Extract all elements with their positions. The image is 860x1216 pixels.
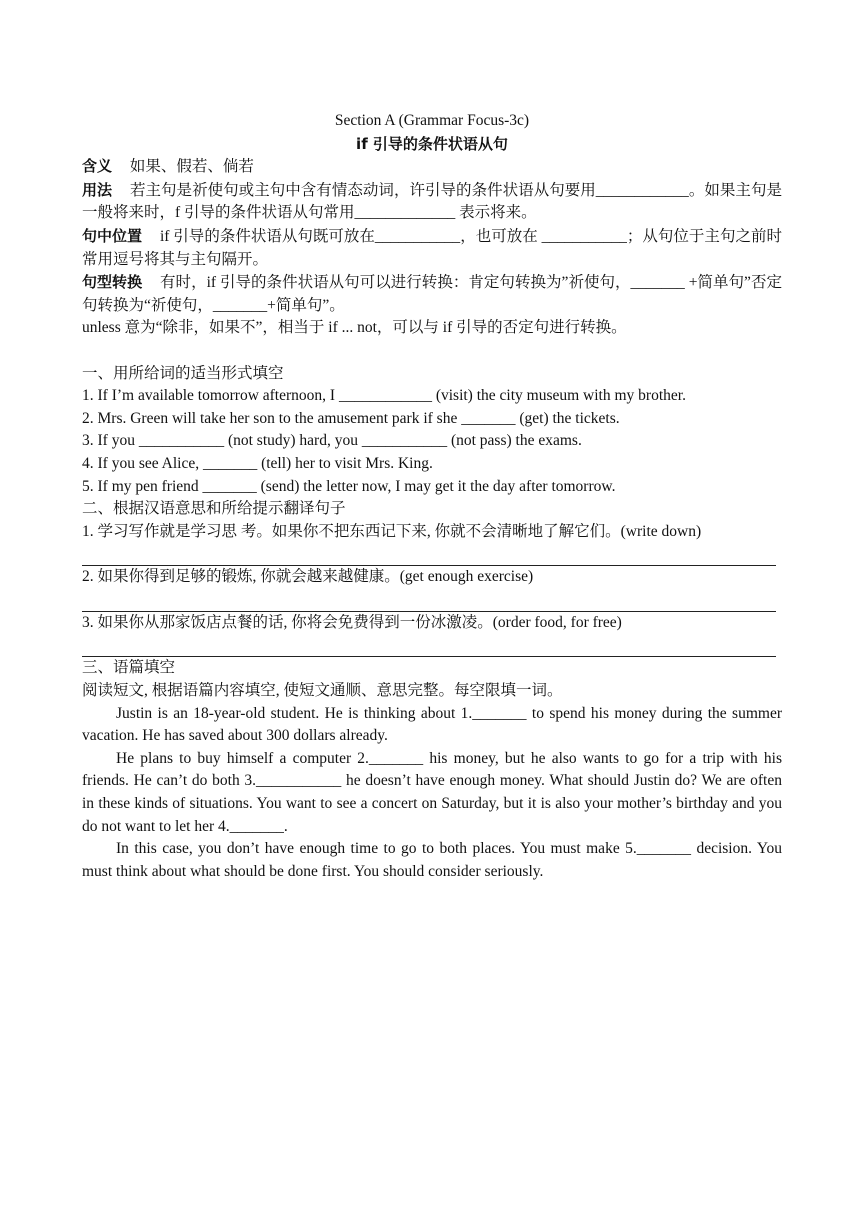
meaning-text: 如果、假若、倘若 bbox=[129, 158, 254, 176]
grammar-usage bbox=[82, 179, 782, 225]
usage-text: 若主句是祈使句或主句中含有情态动词，许引导的条件状语从句要用____________。如果主句是一般将来时，f 引导的条件状语从句常用_____________ 表示将来。 bbox=[82, 181, 782, 222]
transform-term: 句型转换 bbox=[82, 273, 143, 292]
answer-line[interactable] bbox=[82, 589, 776, 612]
grammar-meaning bbox=[82, 155, 782, 179]
part2-heading: 二、根据汉语意思和所给提示翻译句子 bbox=[82, 500, 346, 518]
translation-item: 3. 如果你从那家饭店点餐的话, 你将会免费得到一份冰激凌。(order food, for free) bbox=[82, 613, 622, 631]
passage-paragraph: Justin is an 18-year-old student. He is thinking about 1._______ to spend his money during the summer vacation. He has saved about 300 dollars already. bbox=[82, 704, 782, 745]
exercise-item: 4. If you see Alice, _______ (tell) her to visit Mrs. King. bbox=[82, 454, 433, 472]
grammar-unless: unless 意为“除非，如果不”，相当于 if ... not，可以与 if 引导的否定句进行转换。 bbox=[82, 319, 627, 337]
translation-item: 1. 学习写作就是学习思 考。如果你不把东西记下来, 你就不会清晰地了解它们。(write down) bbox=[82, 522, 702, 540]
transform-text: 有时，if 引导的条件状语从句可以进行转换：肯定句转换为”祈使句，_______ +简单句”否定句转换为“祈使句，_______+简单句”。 bbox=[82, 274, 782, 314]
part1-heading: 一、用所给词的适当形式填空 bbox=[82, 364, 284, 382]
exercise-item: 3. If you ___________ (not study) hard, you ___________ (not pass) the exams. bbox=[82, 432, 582, 450]
meaning-term: 含义 bbox=[82, 157, 113, 176]
answer-line[interactable] bbox=[82, 543, 776, 566]
spacer bbox=[82, 340, 782, 363]
passage-paragraph: He plans to buy himself a computer 2._______ his money, but he also wants to go for a trip with his friends. He can’t do both 3.___________ he doesn’t have enough money. What should Justin do? We are often in these kinds of situations. You want to see a concert on Saturday, but it is also your mother’s birthday and you do not want to let her 4._______. bbox=[82, 749, 782, 835]
exercise-item: 1. If I’m available tomorrow afternoon, I ____________ (visit) the city museum with my brother. bbox=[82, 387, 686, 405]
translation-item: 2. 如果你得到足够的锻炼, 你就会越来越健康。(get enough exercise) bbox=[82, 568, 534, 586]
position-text: if 引导的条件状语从句既可放在___________，也可放在 ___________；从句位于主句之前时常用逗号将其与主句隔开。 bbox=[82, 227, 782, 268]
grammar-position bbox=[82, 225, 782, 271]
exercise-item: 5. If my pen friend _______ (send) the letter now, I may get it the day after tomorrow. bbox=[82, 477, 616, 495]
passage-paragraph: In this case, you don’t have enough time to go to both places. You must make 5._______ decision. You must think about what should be done first. You should consider seriously. bbox=[82, 840, 782, 880]
page-title: Section A (Grammar Focus-3c) bbox=[334, 112, 530, 129]
exercise-item: 2. Mrs. Green will take her son to the amusement park if she _______ (get) the tickets. bbox=[82, 409, 620, 427]
position-term: 句中位置 bbox=[82, 226, 143, 245]
grammar-transform bbox=[82, 271, 782, 317]
page-subtitle: if 引导的条件状语从句 bbox=[356, 134, 508, 153]
answer-line[interactable] bbox=[82, 634, 776, 657]
part3-heading: 三、语篇填空 bbox=[82, 659, 176, 677]
worksheet-page bbox=[82, 110, 782, 883]
part3-instruction: 阅读短文, 根据语篇内容填空, 使短文通顺、意思完整。每空限填一词。 bbox=[82, 682, 563, 700]
usage-term: 用法 bbox=[82, 180, 113, 199]
